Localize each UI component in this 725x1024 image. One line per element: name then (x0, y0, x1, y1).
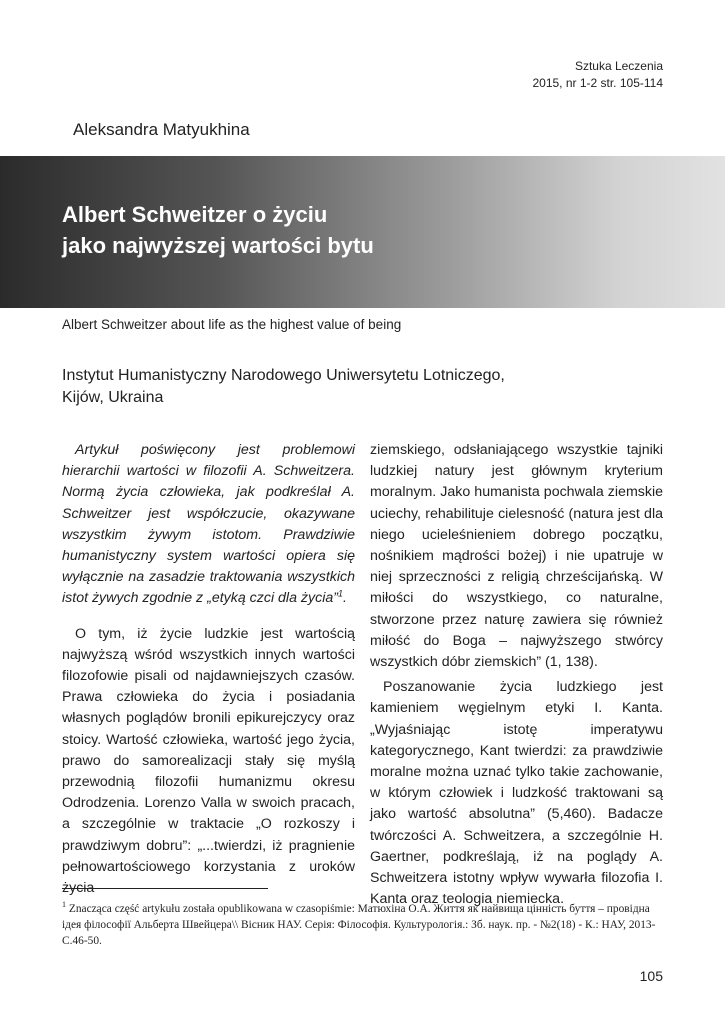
author-name: Aleksandra Matyukhina (73, 120, 250, 139)
body-paragraph-1: O tym, iż życie ludzkie jest wartością najwyższą wśród wszystkich innych wartości filozofowie pisali od najdawniejszych czasów. Prawa człowieka do życia i posiadania własnych poglądów bronili epikurejczycy oraz stoicy. Wartość człowieka, wartość jego życia, prawo do samorealizacji stały się myślą przewodnią filozofii humanizmu okresu Odrodzenia. Lorenzo Valla w swoich pracach, a szczególnie w traktacie „O rozkoszy i prawdziwym dobru”: „...twierdzi, iż pragnienie pełnowartościowego korzystania z uroków życia (62, 625, 355, 897)
body-paragraph-2: Poszanowanie życia ludzkiego jest kamieniem węgielnym etyki I. Kanta. „Wyjaśniając istotę imperatywu kategorycznego, Kant twierdzi: za prawdziwie moralne można uznać tylko takie zachowanie, w którym człowiek i ludzkość traktowani są jako wartość absolutna” (5,460). Badacze twórczości A. Schweitzera, a szczególnie H. Gaertner, podkreślają, iż na poglądy A. Schweitzera istotny wpływ wywarła filozofia I. Kanta oraz teologia niemiecka. (370, 679, 663, 908)
footnote (62, 901, 662, 949)
right-column (370, 440, 663, 910)
footnote-text: Znacząca część artykułu została opublikowana w czasopiśmie: Матюхіна О.А. Життя як найвища цінність буття – провідна ідея філософії Альберта Швейцера\\ Вісник НАУ. Серія: Філософія. Культурологія.: Зб. наук. пр. - №2(18) - К.: НАУ, 2013- С.46-50. (62, 903, 656, 947)
body-paragraph-1-continued: ziemskiego, odsłaniającego wszystkie tajniki ludzkiej natury jest głównym kryterium moralnym. Jako humanista pochwala ziemskie uciechy, rehabilituje cielesność (natura jest dla niego ucieleśnieniem dobrego początku, nośnikiem mądrości bożej) i nie upatruje w niej sprzeczności z religią chrześcijańską. W miłości do wszystkiego, co naturalne, stworzone przez naturę zawiera się również miłość do Boga – najwyższego stwórcy wszystkich dóbr ziemskich” (1, 138). (370, 442, 663, 671)
abstract-text: Artykuł poświęcony jest problemowi hierarchii wartości w filozofii A. Schweitzera. Normą życia człowieka, jak podkreślał A. Schweitzer jest współczucie, okazywane wszystkim żywym istotom. Prawdziwie humanistyczny system wartości opiera się wyłącznie na zasadzie traktowania wszystkich istot żywych zgodnie z „etyką czci dla życia” (62, 442, 355, 607)
abstract-end: . (342, 590, 347, 607)
abstract (62, 440, 355, 610)
title-line-2: jako najwyższej wartości bytu (62, 233, 374, 258)
affiliation-line-2: Kijów, Ukraina (62, 389, 164, 406)
footnote-mark: 1 (62, 900, 66, 910)
english-title: Albert Schweitzer about life as the highest value of being (62, 317, 402, 332)
title-line-1: Albert Schweitzer o życiu (62, 202, 328, 227)
journal-header (532, 58, 663, 92)
affiliation-line-1: Instytut Humanistyczny Narodowego Uniwersytetu Lotniczego, (62, 367, 505, 384)
article-title (62, 199, 374, 261)
footnote-ref[interactable]: 1 (337, 588, 343, 599)
journal-issue: 2015, nr 1-2 str. 105-114 (532, 76, 663, 90)
journal-name: Sztuka Leczenia (574, 59, 663, 73)
footnote-divider (62, 888, 268, 889)
affiliation (62, 365, 505, 409)
left-column (62, 440, 355, 899)
page-number: 105 (639, 968, 663, 984)
